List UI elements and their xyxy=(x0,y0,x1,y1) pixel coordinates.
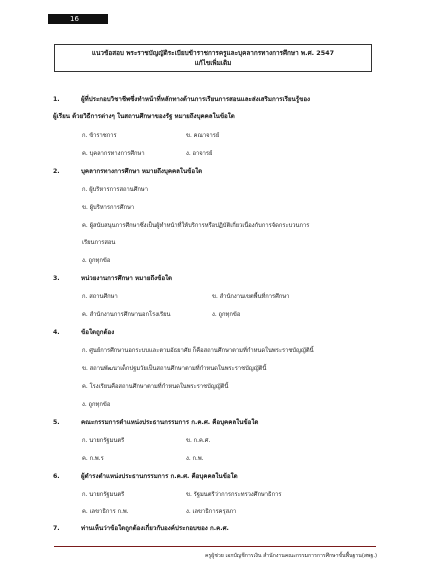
question-2-text: บุคลากรทางการศึกษา หมายถึงบุคคลในข้อใด xyxy=(81,168,203,175)
question-2-option-c: ค. ผู้สนับสนุนการศึกษาซึ่งเป็นผู้ทำหน้าที่ให้บริการหรือปฏิบัติเกี่ยวเนื่องกับการจัดกระบวนการ xyxy=(82,223,310,229)
question-4-option-d: ง. ถูกทุกข้อ xyxy=(82,402,111,408)
question-6-option-d: ง. เลขาธิการครุสภา xyxy=(186,509,237,515)
question-5: 5. คณะกรรมการดำแหน่งประธานกรรมการ ก.ค.ศ. คือบุคคลในข้อใด xyxy=(53,419,259,426)
question-6-option-a: ก. นายกรัฐมนตรี xyxy=(82,492,125,498)
question-6: 6. ผู้ดำรงตำแหน่งประธานกรรมการ ก.ค.ศ. คือบุคคลในข้อใด xyxy=(53,473,238,480)
question-3: 3. หน่วยงานการศึกษา หมายถึงข้อใด xyxy=(53,275,173,282)
question-5-option-d: ง. ก.พ. xyxy=(186,456,204,462)
question-4-option-c: ค. โรงเรียนคือสถานศึกษาตามที่กำหนดในพระราชบัญญัตินี้ xyxy=(82,384,229,390)
question-1-text-cont: ผู้เรียน ด้วยวิธีการต่างๆ ในสถานศึกษาของรัฐ หมายถึงบุคคลในข้อใด xyxy=(53,113,235,120)
question-6-option-b: ข. รัฐมนตรีว่าการกระทรวงศึกษาธิการ xyxy=(186,492,282,498)
question-4-text: ข้อใดถูกต้อง xyxy=(81,329,115,336)
question-2-option-a: ก. ผู้บริหารการสถานศึกษา xyxy=(82,187,148,193)
question-4: 4. ข้อใดถูกต้อง xyxy=(53,329,115,336)
question-3-option-a: ก. สถานศึกษา xyxy=(82,294,118,300)
question-3-option-c: ค. สำนักงานการศึกษานอกโรงเรียน xyxy=(82,312,171,318)
question-3-option-b: ข. สำนักงานเขตพื้นที่การศึกษา xyxy=(212,294,290,300)
question-1-option-a: ก. ข้าราชการ xyxy=(82,133,117,139)
question-2-option-c-cont: เรียนการสอน xyxy=(82,240,116,246)
title-line-2: แก้ไขเพิ่มเติม xyxy=(194,59,232,67)
question-3-text: หน่วยงานการศึกษา หมายถึงข้อใด xyxy=(81,275,173,282)
page-number: 16 xyxy=(70,15,79,23)
question-5-option-a: ก. นายกรัฐมนตรี xyxy=(82,438,125,444)
title-box xyxy=(54,44,372,72)
question-4-option-b: ข. สถานพัฒนาเด็กปฐมวัยเป็นสถานศึกษาตามที่กำหนดในพระราชบัญญัตินี้ xyxy=(82,366,267,372)
question-7-text: ท่านเห็นว่าข้อใดถูกต้องเกี่ยวกับองค์ประกอบของ ก.ค.ศ. xyxy=(81,525,229,532)
question-5-option-b: ข. ก.ค.ศ. xyxy=(186,438,211,444)
question-4-option-a: ก. ศูนย์การศึกษานอกระบบและตามอัธยาศัย ก็คือสถานศึกษาตามที่กำหนดในพระราชบัญญัตินี้ xyxy=(82,348,314,354)
question-2-option-d: ง. ถูกทุกข้อ xyxy=(82,258,111,264)
question-6-text: ผู้ดำรงตำแหน่งประธานกรรมการ ก.ค.ศ. คือบุคคลในข้อใด xyxy=(81,473,238,480)
question-1-text: ผู้ที่ประกอบวิชาชีพซึ่งทำหน้าที่หลักทางด้านการเรียนการสอนและส่งเสริมการเรียนรู้ของ xyxy=(81,96,311,103)
question-7: 7. ท่านเห็นว่าข้อใดถูกต้องเกี่ยวกับองค์ประกอบของ ก.ค.ศ. xyxy=(53,525,229,532)
footer-text: ครูผู้ช่วย เอกบัญชีการเงิน สำนักงานคณะกรรมการการศึกษาขั้นพื้นฐาน(สพฐ.) xyxy=(205,553,377,559)
question-1: 1. ผู้ที่ประกอบวิชาชีพซึ่งทำหน้าที่หลักทางด้านการเรียนการสอนและส่งเสริมการเรียนรู้ของ xyxy=(53,96,311,103)
question-6-option-c: ค. เลขาธิการ ก.พ. xyxy=(82,509,129,515)
question-5-text: คณะกรรมการดำแหน่งประธานกรรมการ ก.ค.ศ. คือบุคคลในข้อใด xyxy=(81,419,259,426)
title-line-1: แนวข้อสอบ พระราชบัญญัติระเบียบข้าราชการครูและบุคลากรทางการศึกษา พ.ศ. 2547 xyxy=(91,49,335,57)
question-2: 2. บุคลากรทางการศึกษา หมายถึงบุคคลในข้อใด xyxy=(53,168,203,175)
question-5-option-c: ค. ก.พ.ร xyxy=(82,456,104,462)
question-1-option-d: ง. อาจารย์ xyxy=(186,151,213,157)
question-1-option-c: ค. บุคลากรทางการศึกษา xyxy=(82,151,145,157)
question-1-option-b: ข. คณาจารย์ xyxy=(186,133,220,139)
question-2-option-b: ข. ผู้บริหารการศึกษา xyxy=(82,205,135,211)
question-3-option-d: ง. ถูกทุกข้อ xyxy=(212,312,241,318)
footer-rule xyxy=(54,546,376,547)
